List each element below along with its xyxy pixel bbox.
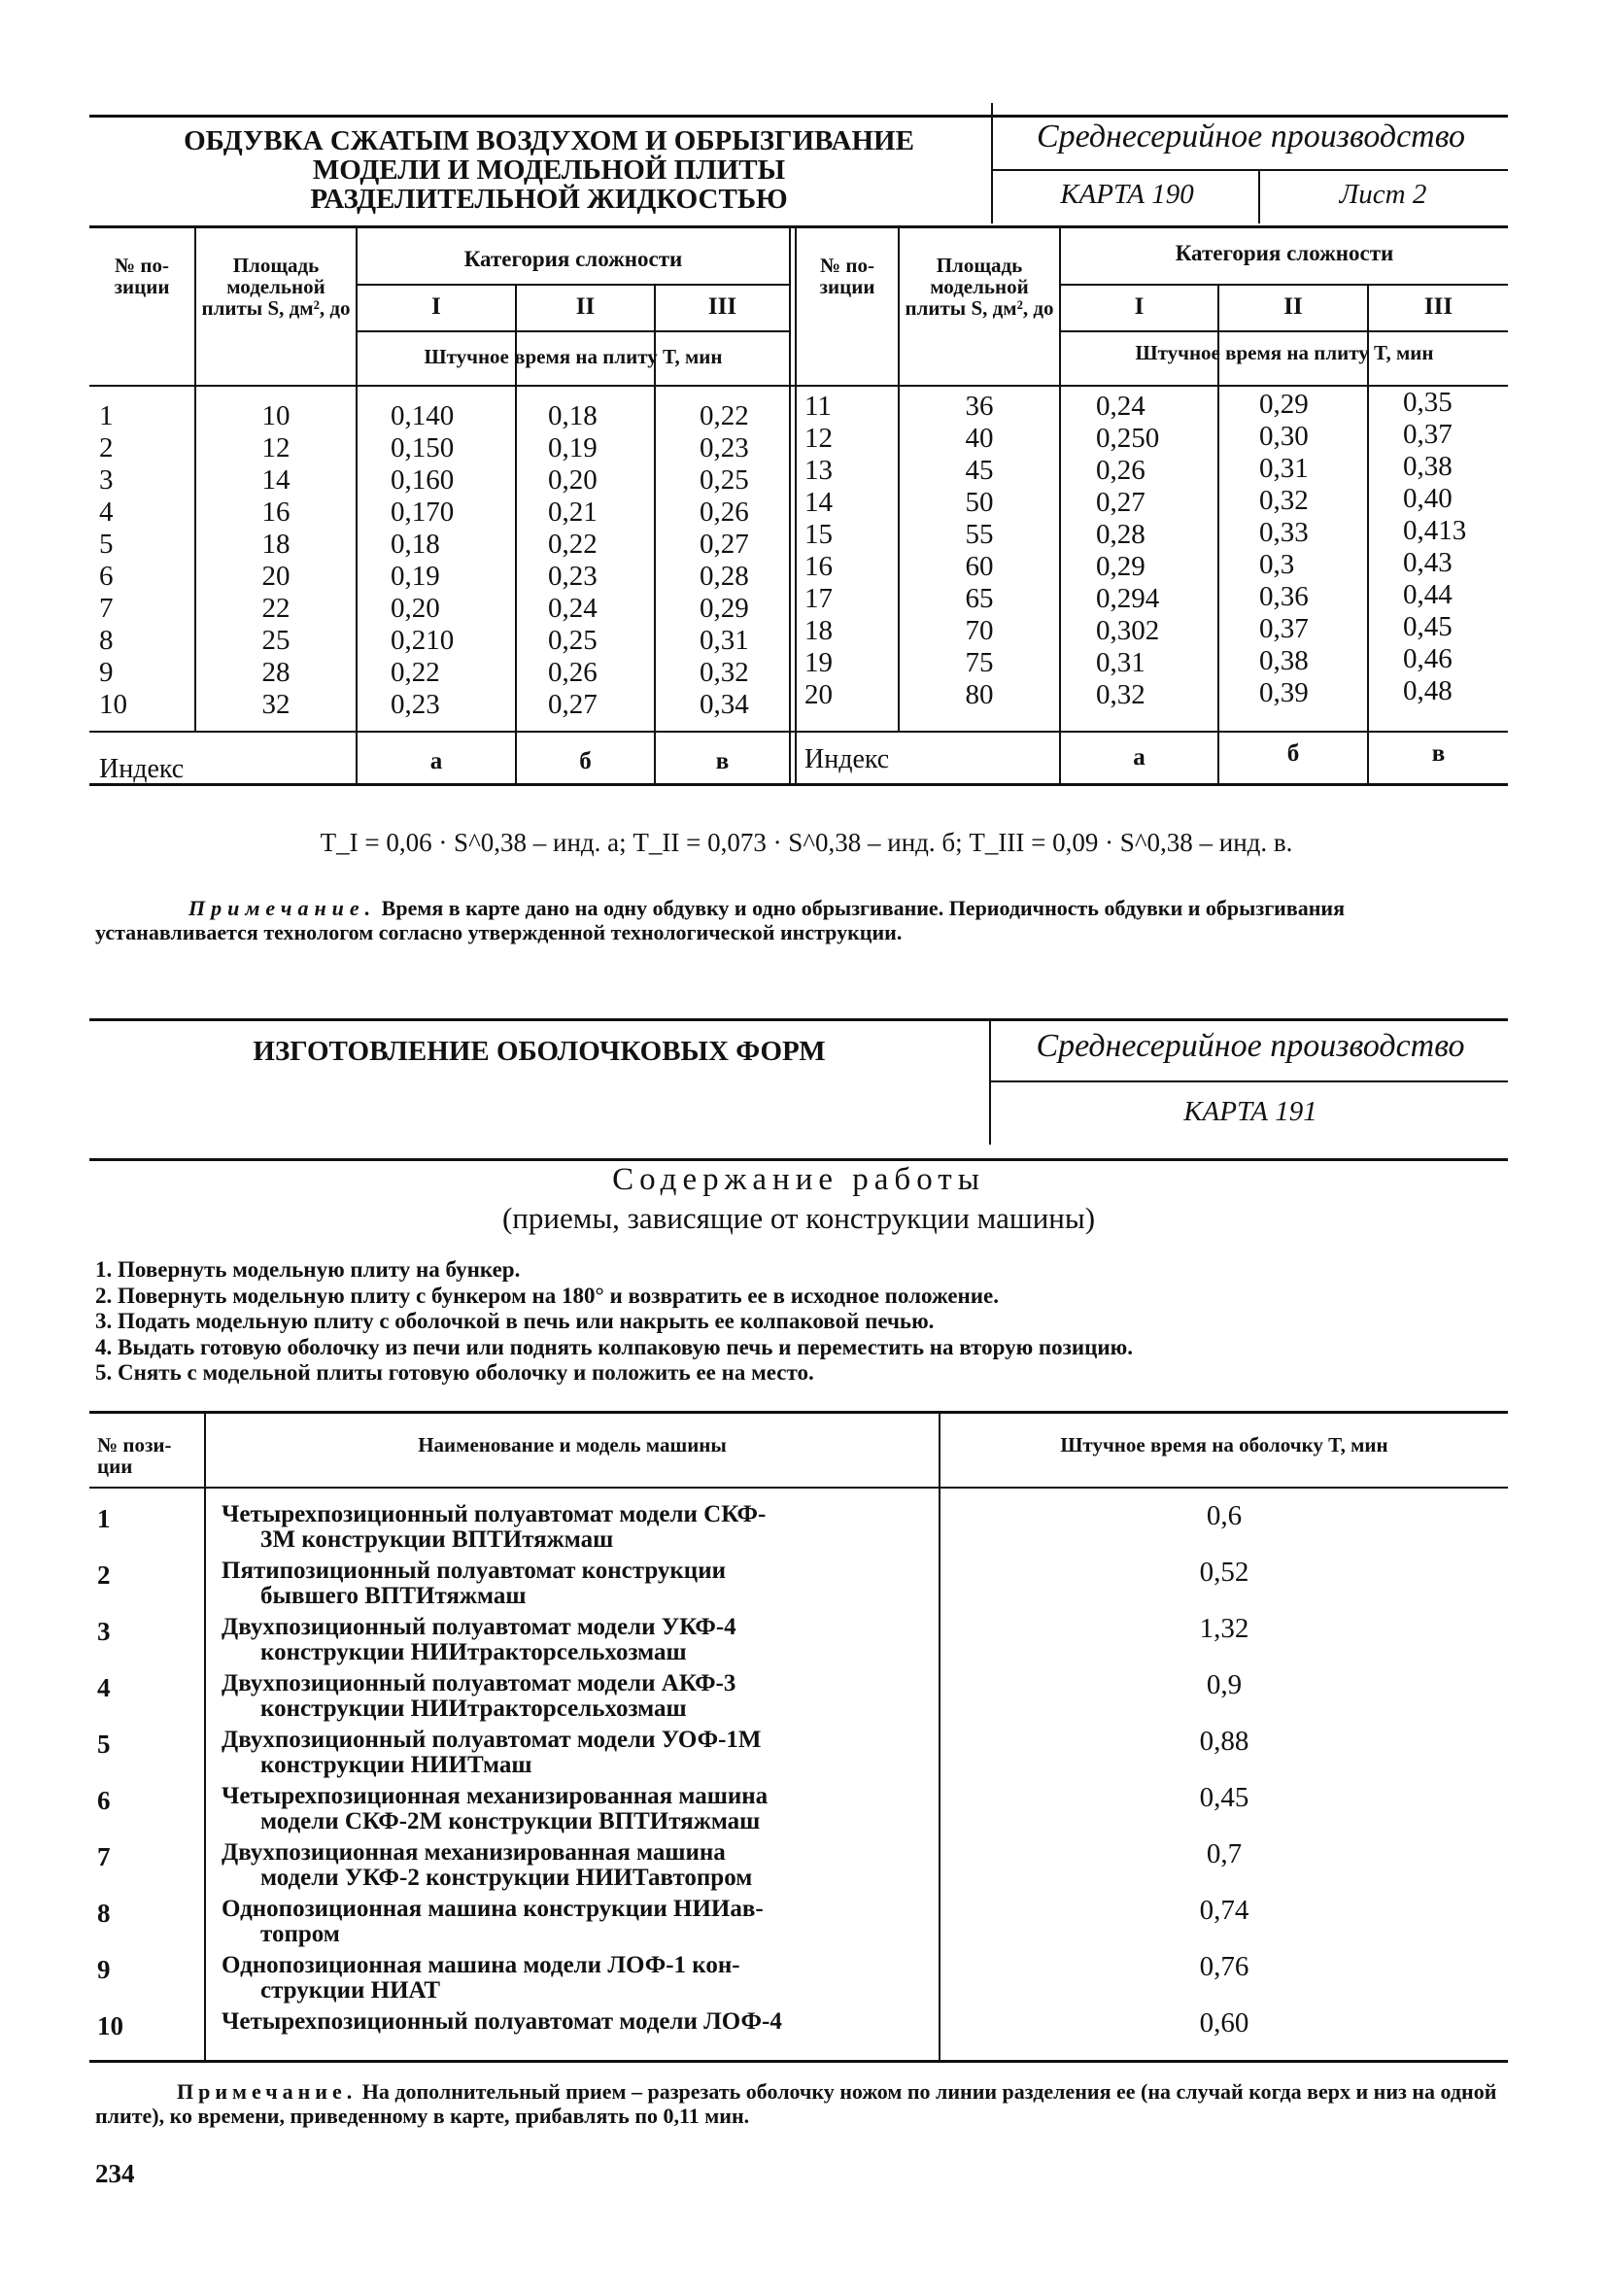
right-row-v1: 0,250 [1096, 423, 1160, 454]
card191-note [95, 2079, 1509, 2128]
left-row-area: 14 [261, 464, 291, 496]
t191-row-name-line2: бывшего ВПТИтяжмаш [260, 1583, 527, 1609]
left-row-v1: 0,210 [391, 625, 455, 656]
t191-row-name-line2: модели УКФ-2 конструкции НИИТавтопром [260, 1865, 753, 1891]
left-index-v: в [715, 748, 730, 774]
left-col-area-header: Площадь модельной плиты S, дм², до [201, 254, 351, 320]
right-row-v1: 0,28 [1096, 519, 1145, 550]
step-1: 1. Повернуть модельную плиту на бункер. [95, 1257, 521, 1282]
left-row-pos: 6 [99, 561, 114, 592]
left-row-area: 32 [261, 689, 291, 720]
left-row-v2: 0,23 [548, 561, 598, 592]
right-row-pos: 11 [804, 391, 832, 422]
right-row-area: 80 [965, 679, 994, 710]
right-row-v3: 0,43 [1403, 547, 1453, 578]
right-row-v2: 0,33 [1259, 517, 1309, 548]
left-row-v3: 0,22 [700, 400, 749, 431]
left-row-v2: 0,22 [548, 529, 598, 560]
t191-row-pos: 4 [97, 1673, 111, 1702]
right-row-v3: 0,38 [1403, 451, 1453, 482]
t191-row-pos: 8 [97, 1899, 111, 1928]
card190-note-text: Время в карте дано на одну обдувку и одно обрызгивание. Периодичность обдувки и обрызгивания устанавливается технологом согласно утвержденной технологической инструкции. [95, 896, 1345, 944]
left-cat-1: I [431, 293, 441, 320]
right-row-v1: 0,29 [1096, 551, 1145, 582]
right-row-area: 60 [965, 551, 994, 582]
t191-row-name-line2: струкции НИАТ [260, 1977, 441, 2004]
left-row-area: 12 [261, 432, 291, 463]
left-row-pos: 10 [99, 689, 127, 720]
right-row-v2: 0,3 [1259, 549, 1295, 580]
t191-row-time: 0,76 [1199, 1951, 1249, 1982]
right-row-v2: 0,31 [1259, 453, 1309, 484]
right-row-v2: 0,37 [1259, 613, 1309, 644]
right-row-v1: 0,31 [1096, 647, 1145, 678]
t191-row-name-line2: 3М конструкции ВПТИтяжмаш [260, 1526, 614, 1553]
left-row-v1: 0,150 [391, 432, 455, 463]
left-row-v2: 0,18 [548, 400, 598, 431]
right-row-v3: 0,40 [1403, 483, 1453, 514]
t191-col-pos: № пози-ции [97, 1433, 172, 1478]
t191-row-pos: 3 [97, 1617, 111, 1646]
left-row-area: 28 [261, 657, 291, 688]
left-row-v1: 0,18 [391, 529, 440, 560]
card190-note [95, 896, 1509, 944]
t191-row-name-line2: модели СКФ-2М конструкции ВПТИтяжмаш [260, 1808, 761, 1834]
step-4: 4. Выдать готовую оболочку из печи или поднять колпаковую печь и переместить на вторую позицию. [95, 1334, 1133, 1359]
t191-row-name-line1: Двухпозиционная механизированная машина [222, 1839, 726, 1866]
card190-title-line-2: МОДЕЛИ И МОДЕЛЬНОЙ ПЛИТЫ [312, 154, 786, 186]
left-row-v3: 0,32 [700, 657, 749, 688]
right-index-b: б [1286, 740, 1300, 767]
t191-row-time: 0,7 [1206, 1838, 1243, 1869]
t191-row-name-line1: Однопозиционная машина конструкции НИИав- [222, 1896, 764, 1922]
step-5: 5. Снять с модельной плиты готовую оболочку и положить ее на место. [95, 1360, 814, 1385]
right-row-v2: 0,29 [1259, 389, 1309, 420]
left-row-pos: 3 [99, 464, 114, 496]
t191-row-pos: 1 [97, 1504, 111, 1533]
card190-note-prefix: Примечание. [188, 896, 377, 920]
card190-title-line-3: РАЗДЕЛИТЕЛЬНОЙ ЖИДКОСТЬЮ [310, 184, 788, 215]
left-row-area: 10 [261, 400, 291, 431]
t191-row-time: 0,6 [1206, 1500, 1243, 1531]
left-row-v3: 0,23 [700, 432, 749, 463]
right-row-area: 65 [965, 583, 994, 614]
t191-col-time: Штучное время на оболочку T, мин [1060, 1433, 1388, 1456]
left-row-v1: 0,170 [391, 497, 455, 528]
step-3: 3. Подать модельную плиту с оболочкой в печь или накрыть ее колпаковой печью. [95, 1309, 935, 1333]
t191-row-name-line2: топром [260, 1921, 340, 1947]
right-cat-3: III [1423, 293, 1453, 320]
card191-note-prefix: Примечание. [177, 2079, 358, 2104]
t191-row-time: 0,52 [1199, 1557, 1249, 1588]
left-col-pos-header: № по-зиции [114, 254, 170, 298]
card191-number: КАРТА 191 [1183, 1096, 1317, 1127]
left-row-area: 16 [261, 497, 291, 528]
left-row-v1: 0,19 [391, 561, 440, 592]
left-row-pos: 2 [99, 432, 114, 463]
right-time-header: Штучное время на плиту T, мин [1135, 341, 1434, 364]
left-row-v2: 0,27 [548, 689, 598, 720]
left-row-v2: 0,24 [548, 593, 598, 624]
card190-sheet: Лист 2 [1339, 179, 1427, 210]
t191-col-name: Наименование и модель машины [418, 1433, 727, 1456]
right-row-v2: 0,38 [1259, 645, 1309, 676]
right-row-v1: 0,24 [1096, 391, 1145, 422]
left-row-area: 18 [261, 529, 291, 560]
left-row-v2: 0,21 [548, 497, 598, 528]
right-row-area: 75 [965, 647, 994, 678]
right-col-area-header: Площадь модельной плиты S, дм², до [905, 254, 1054, 320]
t191-row-time: 0,60 [1199, 2007, 1249, 2039]
card190-production: Среднесерийное производство [1036, 119, 1466, 154]
left-cat-2: II [575, 293, 596, 320]
right-row-pos: 12 [804, 423, 833, 454]
right-row-pos: 15 [804, 519, 833, 550]
t191-row-time: 0,45 [1199, 1782, 1249, 1813]
left-row-v2: 0,19 [548, 432, 598, 463]
right-row-pos: 18 [804, 615, 833, 646]
left-row-v2: 0,26 [548, 657, 598, 688]
right-index-a: а [1133, 744, 1145, 771]
right-row-pos: 13 [804, 455, 833, 486]
right-index-v: в [1431, 740, 1446, 767]
right-row-v3: 0,46 [1403, 643, 1453, 674]
left-index-label: Индекс [99, 754, 185, 784]
t191-row-name-line2: конструкции НИИтракторсельхозмаш [260, 1696, 687, 1722]
right-row-v3: 0,413 [1403, 515, 1467, 546]
left-row-area: 20 [261, 561, 291, 592]
t191-row-name-line1: Двухпозиционный полуавтомат модели АКФ-3 [222, 1670, 736, 1696]
card190-number: КАРТА 190 [1060, 179, 1194, 210]
left-row-area: 22 [261, 593, 291, 624]
right-row-v1: 0,302 [1096, 615, 1160, 646]
left-row-pos: 5 [99, 529, 114, 560]
right-row-v1: 0,32 [1096, 679, 1145, 710]
left-col-cat-header: Категория сложности [463, 247, 683, 271]
right-row-v1: 0,294 [1096, 583, 1160, 614]
left-index-b: б [579, 748, 592, 774]
left-row-v3: 0,28 [700, 561, 749, 592]
card190-formula: T_I = 0,06 · S^0,38 – инд. а; T_II = 0,073 · S^0,38 – инд. б; T_III = 0,09 · S^0,38 – инд. в. [320, 828, 1293, 857]
left-row-v3: 0,29 [700, 593, 749, 624]
right-row-pos: 20 [804, 679, 833, 710]
t191-row-name-line2: конструкции НИИТмаш [260, 1752, 532, 1778]
right-index-label: Индекс [804, 744, 890, 774]
left-row-v3: 0,25 [700, 464, 749, 496]
left-cat-3: III [707, 293, 737, 320]
right-row-pos: 14 [804, 487, 833, 518]
page-number: 234 [95, 2159, 135, 2188]
left-row-v3: 0,34 [700, 689, 749, 720]
t191-row-name-line1: Четырехпозиционный полуавтомат модели СКФ- [222, 1501, 767, 1527]
t191-row-pos: 7 [97, 1842, 111, 1871]
right-row-v3: 0,44 [1403, 579, 1453, 610]
left-time-header: Штучное время на плиту T, мин [424, 345, 723, 368]
t191-row-time: 0,74 [1199, 1895, 1249, 1926]
right-row-v3: 0,45 [1403, 611, 1453, 642]
right-row-pos: 19 [804, 647, 833, 678]
t191-row-name-line1: Четырехпозиционный полуавтомат модели ЛОФ-4 [222, 2008, 782, 2035]
left-row-area: 25 [261, 625, 291, 656]
t191-row-pos: 10 [97, 2011, 123, 2040]
right-row-v3: 0,37 [1403, 419, 1453, 450]
right-row-v3: 0,35 [1403, 387, 1453, 418]
card191-note-text: На дополнительный прием – разрезать оболочку ножом по линии разделения ее (на случай когда верх и низ на одной плите), ко времени, приведенному в карте, прибавлять по 0,11 мин. [95, 2079, 1497, 2128]
t191-row-time: 0,9 [1206, 1669, 1243, 1700]
left-row-v1: 0,140 [391, 400, 455, 431]
right-col-cat-header: Категория сложности [1175, 241, 1394, 265]
t191-row-name-line1: Четырехпозиционная механизированная машина [222, 1783, 769, 1809]
t191-row-pos: 2 [97, 1560, 111, 1590]
card190-title [117, 126, 981, 214]
left-row-v1: 0,23 [391, 689, 440, 720]
right-row-area: 50 [965, 487, 994, 518]
left-index-a: а [429, 748, 443, 774]
right-row-area: 36 [965, 391, 994, 422]
step-2: 2. Повернуть модельную плиту с бункером на 180° и возвратить ее в исходное положение. [95, 1283, 999, 1308]
right-row-area: 70 [965, 615, 994, 646]
card190-title-line-1: ОБДУВКА СЖАТЫМ ВОЗДУХОМ И ОБРЫЗГИВАНИЕ [184, 125, 914, 156]
left-row-pos: 9 [99, 657, 114, 688]
left-row-pos: 7 [99, 593, 114, 624]
card191-production: Среднесерийное производство [1036, 1028, 1465, 1064]
right-row-area: 55 [965, 519, 994, 550]
right-row-area: 40 [965, 423, 994, 454]
t191-row-pos: 9 [97, 1955, 111, 1984]
left-row-v3: 0,27 [700, 529, 749, 560]
right-row-v2: 0,36 [1259, 581, 1309, 612]
right-cat-2: II [1283, 293, 1303, 320]
content-heading: Содержание работы [612, 1162, 985, 1197]
t191-row-name-line1: Пятипозиционный полуавтомат конструкции [222, 1558, 727, 1584]
right-row-area: 45 [965, 455, 994, 486]
right-row-v2: 0,32 [1259, 485, 1309, 516]
card191-title: ИЗГОТОВЛЕНИЕ ОБОЛОЧКОВЫХ ФОРМ [253, 1036, 826, 1067]
t191-row-name-line1: Однопозиционная машина модели ЛОФ-1 кон- [222, 1952, 740, 1978]
t191-row-pos: 6 [97, 1786, 111, 1815]
left-row-v1: 0,22 [391, 657, 440, 688]
t191-row-time: 1,32 [1199, 1613, 1249, 1644]
left-row-pos: 1 [99, 400, 114, 431]
t191-row-name-line2: конструкции НИИтракторсельхозмаш [260, 1639, 687, 1665]
steps-list [95, 1257, 1514, 1387]
right-row-v2: 0,39 [1259, 677, 1309, 708]
t191-row-pos: 5 [97, 1730, 111, 1759]
right-row-pos: 16 [804, 551, 833, 582]
right-cat-1: I [1134, 293, 1145, 320]
right-row-v2: 0,30 [1259, 421, 1309, 452]
t191-row-time: 0,88 [1199, 1726, 1249, 1757]
left-row-v3: 0,31 [700, 625, 749, 656]
left-row-v1: 0,20 [391, 593, 440, 624]
left-row-v3: 0,26 [700, 497, 749, 528]
left-row-pos: 8 [99, 625, 114, 656]
right-row-v1: 0,26 [1096, 455, 1145, 486]
content-subheading: (приемы, зависящие от конструкции машины) [501, 1201, 1096, 1235]
t191-row-name-line1: Двухпозиционный полуавтомат модели УОФ-1М [222, 1727, 762, 1753]
right-row-v3: 0,48 [1403, 675, 1453, 706]
left-row-pos: 4 [99, 497, 114, 528]
right-col-pos-header: № по-зиции [819, 254, 875, 298]
right-row-pos: 17 [804, 583, 833, 614]
left-row-v2: 0,25 [548, 625, 598, 656]
left-row-v1: 0,160 [391, 464, 455, 496]
left-row-v2: 0,20 [548, 464, 598, 496]
right-row-v1: 0,27 [1096, 487, 1145, 518]
t191-row-name-line1: Двухпозиционный полуавтомат модели УКФ-4 [222, 1614, 736, 1640]
